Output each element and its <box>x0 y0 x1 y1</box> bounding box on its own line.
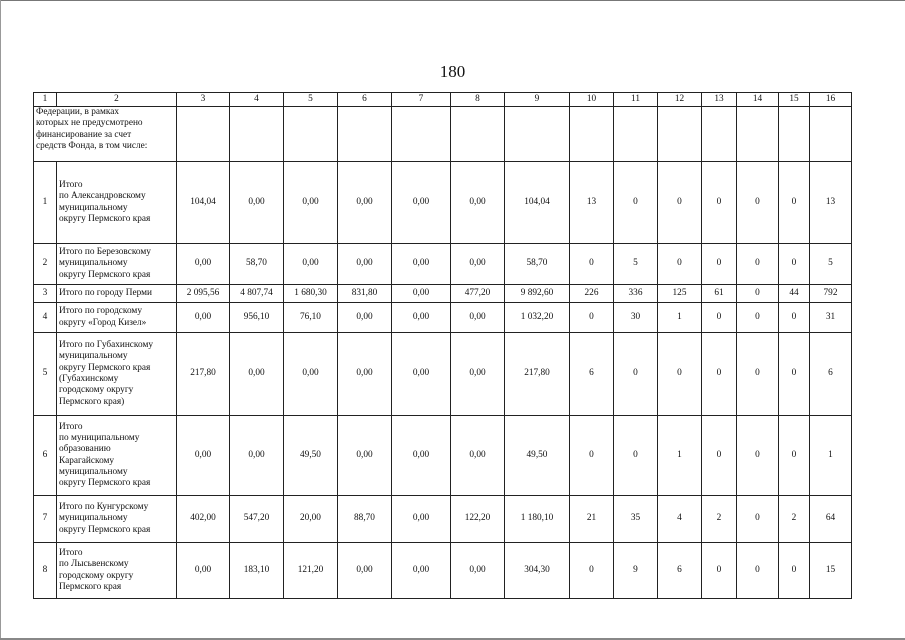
value-cell: 0,00 <box>230 333 284 416</box>
value-cell: 217,80 <box>177 333 230 416</box>
table-row <box>34 303 852 333</box>
value-cell: 122,20 <box>451 496 505 543</box>
column-number-cell: 11 <box>614 93 658 107</box>
row-label-line: по Лысьвенскому <box>59 559 129 570</box>
value-cell: 0 <box>570 543 614 599</box>
row-number-cell: 8 <box>34 543 57 599</box>
value-cell: 2 <box>779 496 810 543</box>
row-label-cell <box>57 333 177 416</box>
value-cell: 0 <box>570 244 614 285</box>
page-number: 180 <box>439 62 466 81</box>
value-cell: 0,00 <box>451 333 505 416</box>
row-label-cell <box>57 303 177 333</box>
value-cell: 0,00 <box>392 162 451 244</box>
row-label-line: округу Пермского края <box>59 213 151 224</box>
value-cell: 21 <box>570 496 614 543</box>
row-label-line: Итого по Кунгурскому <box>59 502 149 512</box>
value-cell: 0,00 <box>177 543 230 599</box>
row-label-line: муниципальному <box>59 202 128 213</box>
empty-cell <box>658 107 702 162</box>
value-cell: 0,00 <box>177 416 230 496</box>
row-label-line: Итого <box>59 421 83 432</box>
row-number-cell: 6 <box>34 416 57 496</box>
value-cell: 5 <box>810 244 852 285</box>
value-cell: 13 <box>810 162 852 244</box>
value-cell: 0 <box>779 244 810 285</box>
value-cell: 956,10 <box>230 303 284 333</box>
value-cell: 9 892,60 <box>505 285 570 303</box>
value-cell: 0 <box>779 303 810 333</box>
value-cell: 5 <box>614 244 658 285</box>
value-cell: 44 <box>779 285 810 303</box>
value-cell: 2 <box>702 496 737 543</box>
row-label-line: Пермского края) <box>59 396 125 407</box>
section-header-line: которых не предусмотрено <box>36 118 143 129</box>
value-cell: 1 032,20 <box>505 303 570 333</box>
value-cell: 104,04 <box>505 162 570 244</box>
value-cell: 0,00 <box>451 244 505 285</box>
column-number-cell: 10 <box>570 93 614 107</box>
value-cell: 0,00 <box>338 416 392 496</box>
value-cell: 0 <box>702 543 737 599</box>
value-cell: 4 807,74 <box>230 285 284 303</box>
value-cell: 402,00 <box>177 496 230 543</box>
value-cell: 0,00 <box>392 333 451 416</box>
value-cell: 226 <box>570 285 614 303</box>
value-cell: 1 <box>658 416 702 496</box>
row-label-line: округу Пермского края <box>59 362 151 373</box>
value-cell: 1 <box>658 303 702 333</box>
column-number-cell: 2 <box>57 93 177 107</box>
section-header-cell <box>34 107 177 162</box>
value-cell: 35 <box>614 496 658 543</box>
value-cell: 0 <box>737 162 779 244</box>
value-cell: 831,80 <box>338 285 392 303</box>
column-number-cell: 8 <box>451 93 505 107</box>
column-number-cell: 9 <box>505 93 570 107</box>
value-cell: 88,70 <box>338 496 392 543</box>
row-label-line: городскому округу <box>59 385 134 396</box>
value-cell: 0,00 <box>338 244 392 285</box>
column-number-cell: 7 <box>392 93 451 107</box>
value-cell: 0 <box>570 303 614 333</box>
value-cell: 0,00 <box>230 162 284 244</box>
value-cell: 0 <box>614 333 658 416</box>
row-label-line: (Губахинскому <box>59 374 119 384</box>
table-row <box>34 416 852 496</box>
value-cell: 0,00 <box>338 543 392 599</box>
value-cell: 0 <box>737 244 779 285</box>
row-label-line: Карагайскому <box>59 455 115 466</box>
value-cell: 0 <box>737 496 779 543</box>
column-number-cell: 12 <box>658 93 702 107</box>
value-cell: 0,00 <box>338 303 392 333</box>
row-label-line: по муниципальному <box>59 432 140 443</box>
row-number-cell: 4 <box>34 303 57 333</box>
value-cell: 0 <box>614 162 658 244</box>
value-cell: 0,00 <box>338 162 392 244</box>
row-label-line: округу Пермского края <box>59 269 151 280</box>
value-cell: 4 <box>658 496 702 543</box>
value-cell: 1 180,10 <box>505 496 570 543</box>
value-cell: 61 <box>702 285 737 303</box>
value-cell: 0 <box>737 333 779 416</box>
value-cell: 20,00 <box>284 496 338 543</box>
value-cell: 0,00 <box>392 543 451 599</box>
row-label-line: округу Пермского края <box>59 524 151 535</box>
row-label-line: Итого по Губахинскому <box>59 340 153 351</box>
column-number-cell: 14 <box>737 93 779 107</box>
value-cell: 6 <box>570 333 614 416</box>
row-label-cell <box>57 244 177 285</box>
value-cell: 336 <box>614 285 658 303</box>
row-number-cell: 1 <box>34 162 57 244</box>
value-cell: 0,00 <box>284 244 338 285</box>
column-number-cell: 3 <box>177 93 230 107</box>
column-number-cell: 1 <box>34 93 57 107</box>
row-label-cell <box>57 416 177 496</box>
value-cell: 183,10 <box>230 543 284 599</box>
value-cell: 49,50 <box>284 416 338 496</box>
row-label-line: округу Пермского края <box>59 478 151 489</box>
value-cell: 0 <box>779 162 810 244</box>
value-cell: 0,00 <box>451 416 505 496</box>
row-label-line: Итого <box>59 547 83 558</box>
value-cell: 304,30 <box>505 543 570 599</box>
value-cell: 6 <box>658 543 702 599</box>
value-cell: 0,00 <box>284 162 338 244</box>
value-cell: 13 <box>570 162 614 244</box>
section-header-row <box>34 107 852 162</box>
column-number-cell: 6 <box>338 93 392 107</box>
value-cell: 0 <box>737 303 779 333</box>
value-cell: 0 <box>658 162 702 244</box>
empty-cell <box>737 107 779 162</box>
value-cell: 9 <box>614 543 658 599</box>
row-label-line: Итого по городу Перми <box>59 287 152 298</box>
empty-cell <box>392 107 451 162</box>
value-cell: 547,20 <box>230 496 284 543</box>
empty-cell <box>614 107 658 162</box>
section-header-line: Федерации, в рамках <box>36 107 120 117</box>
row-number-cell: 3 <box>34 285 57 303</box>
table-row <box>34 496 852 543</box>
value-cell: 64 <box>810 496 852 543</box>
value-cell: 0,00 <box>392 416 451 496</box>
value-cell: 121,20 <box>284 543 338 599</box>
table-body <box>34 93 852 599</box>
row-label-cell <box>57 496 177 543</box>
value-cell: 6 <box>810 333 852 416</box>
empty-cell <box>451 107 505 162</box>
table-row <box>34 244 852 285</box>
row-label-line: Итого по Березовскому <box>59 247 151 257</box>
value-cell: 125 <box>658 285 702 303</box>
empty-cell <box>284 107 338 162</box>
table-row <box>34 285 852 303</box>
value-cell: 0,00 <box>451 543 505 599</box>
value-cell: 0 <box>737 416 779 496</box>
value-cell: 792 <box>810 285 852 303</box>
value-cell: 0 <box>614 416 658 496</box>
row-label-line: округу «Город Кизел» <box>59 317 147 328</box>
value-cell: 0 <box>702 333 737 416</box>
row-label-line: муниципальному <box>59 258 128 269</box>
value-cell: 0,00 <box>284 333 338 416</box>
value-cell: 0,00 <box>177 303 230 333</box>
column-number-row <box>34 93 852 107</box>
page-left-edge <box>0 0 1 640</box>
table-row <box>34 543 852 599</box>
value-cell: 0 <box>658 333 702 416</box>
empty-cell <box>702 107 737 162</box>
row-label-line: Итого по городскому <box>59 306 142 317</box>
value-cell: 0 <box>702 416 737 496</box>
row-label-cell <box>57 162 177 244</box>
value-cell: 0,00 <box>177 244 230 285</box>
empty-cell <box>505 107 570 162</box>
value-cell: 0,00 <box>392 285 451 303</box>
row-label-line: муниципальному <box>59 351 128 362</box>
empty-cell <box>230 107 284 162</box>
value-cell: 0,00 <box>451 162 505 244</box>
column-number-cell: 13 <box>702 93 737 107</box>
row-number-cell: 7 <box>34 496 57 543</box>
value-cell: 0 <box>570 416 614 496</box>
value-cell: 0 <box>702 162 737 244</box>
value-cell: 0 <box>658 244 702 285</box>
value-cell: 0,00 <box>392 303 451 333</box>
row-label-cell <box>57 543 177 599</box>
data-table <box>33 92 852 599</box>
value-cell: 0,00 <box>230 416 284 496</box>
row-label-line: муниципальному <box>59 466 128 477</box>
column-number-cell: 16 <box>810 93 852 107</box>
value-cell: 0,00 <box>392 496 451 543</box>
section-header-line: финансирование за счет <box>36 129 132 140</box>
value-cell: 0 <box>779 333 810 416</box>
value-cell: 0 <box>779 416 810 496</box>
section-header-line: средств Фонда, в том числе: <box>36 140 148 151</box>
value-cell: 0 <box>779 543 810 599</box>
row-number-cell: 2 <box>34 244 57 285</box>
empty-cell <box>570 107 614 162</box>
value-cell: 0 <box>737 543 779 599</box>
empty-cell <box>810 107 852 162</box>
row-label-line: муниципальному <box>59 513 128 524</box>
row-label-line: по Александровскому <box>59 191 146 202</box>
empty-cell <box>338 107 392 162</box>
row-label-line: образованию <box>59 444 111 455</box>
value-cell: 217,80 <box>505 333 570 416</box>
value-cell: 2 095,56 <box>177 285 230 303</box>
table-row <box>34 333 852 416</box>
value-cell: 49,50 <box>505 416 570 496</box>
empty-cell <box>779 107 810 162</box>
value-cell: 58,70 <box>505 244 570 285</box>
row-label-line: городскому округу <box>59 570 134 581</box>
empty-cell <box>177 107 230 162</box>
value-cell: 0 <box>737 285 779 303</box>
value-cell: 0,00 <box>451 303 505 333</box>
row-label-cell <box>57 285 177 303</box>
row-number-cell: 5 <box>34 333 57 416</box>
column-number-cell: 4 <box>230 93 284 107</box>
value-cell: 0,00 <box>338 333 392 416</box>
column-number-cell: 5 <box>284 93 338 107</box>
row-label-line: Пермского края <box>59 581 122 592</box>
value-cell: 31 <box>810 303 852 333</box>
value-cell: 15 <box>810 543 852 599</box>
value-cell: 104,04 <box>177 162 230 244</box>
page-top-edge <box>0 0 905 1</box>
value-cell: 1 <box>810 416 852 496</box>
value-cell: 0,00 <box>392 244 451 285</box>
row-label-line: Итого <box>59 179 83 190</box>
value-cell: 58,70 <box>230 244 284 285</box>
value-cell: 30 <box>614 303 658 333</box>
value-cell: 477,20 <box>451 285 505 303</box>
table-row <box>34 162 852 244</box>
column-number-cell: 15 <box>779 93 810 107</box>
value-cell: 1 680,30 <box>284 285 338 303</box>
value-cell: 0 <box>702 244 737 285</box>
value-cell: 0 <box>702 303 737 333</box>
value-cell: 76,10 <box>284 303 338 333</box>
